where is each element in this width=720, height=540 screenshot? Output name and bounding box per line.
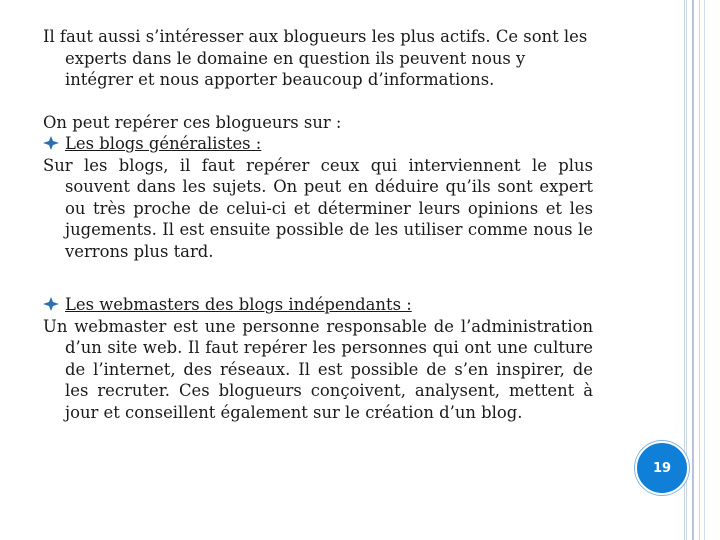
intro-paragraph: Il faut aussi s’intéresser aux blogueurs les plus actifs. Ce sont les experts dans le domaine en question ils peuvent nous y intégrer et nous apporter beaucoup d’informations. (43, 27, 588, 89)
slide-edge-line (699, 0, 700, 540)
slide-edge-line (704, 0, 705, 540)
webmasters-paragraph: Un webmaster est une personne responsable de l’administration d’un site web. Il faut repérer les personnes qui ont une culture de l’internet, des réseaux. Il est possible de s’en inspirer, de les recruter. Ces blogueurs conçoivent, analysent, mettent à jour et conseillent également sur le création d’un blog. (43, 316, 593, 422)
slide-edge-line (692, 0, 694, 540)
general-blogs-paragraph: Sur les blogs, il faut repérer ceux qui interviennent le plus souvent dans les sujets. On peut en déduire qu’ils sont expert ou très proche de celui-ci et déterminer leurs opinions et les jugements. Il est ensuite possible de les utiliser comme nous le verrons plus tard. (43, 155, 593, 261)
diamond-bullet-icon (43, 136, 59, 150)
bullet-label-webmasters: Les webmasters des blogs indépendants : (65, 295, 412, 314)
bullet-item-general-blogs (43, 133, 593, 155)
page-number-badge: 19 (635, 441, 689, 495)
bullet-label-general-blogs: Les blogs généralistes : (65, 134, 262, 153)
diamond-bullet-icon (43, 297, 59, 311)
find-intro-text: On peut repérer ces blogueurs sur : (43, 112, 342, 132)
bullet-item-webmasters (43, 294, 593, 316)
slide-content (43, 26, 593, 423)
